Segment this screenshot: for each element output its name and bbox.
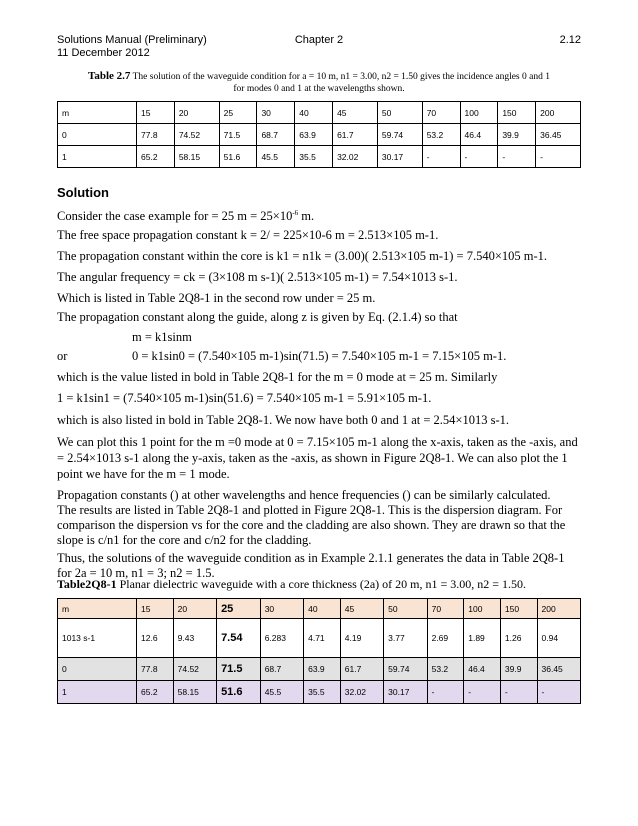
table2-cell: 150 bbox=[500, 599, 537, 619]
para-p13a: Propagation constants () at other wavelengths and hence frequencies () can be similarly calculated. bbox=[57, 488, 551, 502]
table2-cell: 30 bbox=[260, 599, 303, 619]
para-p14a: Thus, the solutions of the waveguide condition as in Example 2.1.1 generates the data in Table 2Q8-1 bbox=[57, 551, 565, 565]
table2-cell: - bbox=[500, 681, 537, 704]
para-p8: 0 = k1sin0 = (7.540×105 m-1)sin(71.5) = 7.540×105 m-1 = 7.15×105 m-1. bbox=[132, 349, 507, 363]
table2-cell: 40 bbox=[304, 599, 341, 619]
table2-cell: 65.2 bbox=[137, 681, 174, 704]
para-p1-exp: -6 bbox=[292, 209, 299, 217]
table1-row-2 bbox=[58, 146, 581, 168]
table2-cell: - bbox=[464, 681, 501, 704]
table1-cell: 45.5 bbox=[257, 146, 295, 168]
table2-cell: 2.69 bbox=[427, 619, 464, 658]
table2-cell: 7.54 bbox=[217, 619, 261, 658]
table2-cell: 45 bbox=[340, 599, 383, 619]
table2-cell: 35.5 bbox=[304, 681, 341, 704]
para-p9: which is the value listed in bold in Table 2Q8-1 for the m = 0 mode at = 25 m. Similarly bbox=[57, 370, 498, 384]
para-p7: m = k1sinm bbox=[132, 330, 192, 344]
table1-cell: 30.17 bbox=[377, 146, 422, 168]
table1-cell: 74.52 bbox=[174, 124, 219, 146]
table1-cell: 77.8 bbox=[137, 124, 175, 146]
table1-cell: 100 bbox=[460, 102, 498, 124]
table2-cell: 77.8 bbox=[137, 658, 174, 681]
table1-cell: m bbox=[58, 102, 137, 124]
table2-cell: 61.7 bbox=[340, 658, 383, 681]
table1-row-1 bbox=[58, 124, 581, 146]
table2-caption bbox=[57, 577, 526, 592]
table1-cell: 40 bbox=[295, 102, 333, 124]
table2-cell: 32.02 bbox=[340, 681, 383, 704]
table2-cell: 25 bbox=[217, 599, 261, 619]
table2-cell: 1.26 bbox=[500, 619, 537, 658]
table1-cell: 68.7 bbox=[257, 124, 295, 146]
table1-caption-line2: for modes 0 and 1 at the wavelengths shown. bbox=[233, 84, 405, 94]
table1-cell: 20 bbox=[174, 102, 219, 124]
table2-cell: 20 bbox=[173, 599, 216, 619]
table2-cell: 68.7 bbox=[260, 658, 303, 681]
table1-cell: 39.9 bbox=[498, 124, 536, 146]
para-p1-end: m. bbox=[298, 209, 315, 224]
table2-cell: m bbox=[58, 599, 137, 619]
table1-cell: 1 bbox=[58, 146, 137, 168]
para-p14b: for 2a = 10 m, n1 = 3; n2 = 1.5. bbox=[57, 566, 215, 580]
table1-cell: 46.4 bbox=[460, 124, 498, 146]
table2-cell: 50 bbox=[384, 599, 427, 619]
table1-cell: 71.5 bbox=[219, 124, 257, 146]
table2-body bbox=[58, 599, 581, 704]
table1-cell: 70 bbox=[422, 102, 460, 124]
table2-cell: 30.17 bbox=[384, 681, 427, 704]
table2-cell: 45.5 bbox=[260, 681, 303, 704]
para-p3: The propagation constant within the core is k1 = n1k = (3.00)( 2.513×105 m-1) = 7.540×105 m-1. bbox=[57, 249, 548, 263]
table1-cell: - bbox=[460, 146, 498, 168]
para-p12c: point we have for the m = 1 mode. bbox=[57, 467, 230, 481]
table1-cell: 200 bbox=[536, 102, 581, 124]
table2-row-3 bbox=[58, 681, 581, 704]
table2-cell: 0 bbox=[58, 658, 137, 681]
table2-cell: 74.52 bbox=[173, 658, 216, 681]
solution-heading: Solution bbox=[57, 185, 109, 200]
para-p11: which is also listed in bold in Table 2Q8-1. We now have both 0 and 1 at = 2.54×1013 s-1. bbox=[57, 413, 509, 427]
table1-cell: - bbox=[536, 146, 581, 168]
table2-cell: 100 bbox=[464, 599, 501, 619]
table2-row-1 bbox=[58, 619, 581, 658]
table1-cell: 59.74 bbox=[377, 124, 422, 146]
para-p1-text: Consider the case example for = 25 m = 25×10 bbox=[57, 209, 293, 224]
table1-cell: 32.02 bbox=[333, 146, 378, 168]
table1-cell: - bbox=[422, 146, 460, 168]
table1-cell: 15 bbox=[137, 102, 175, 124]
para-p13c: comparison the dispersion vs for the core and the cladding are also shown. They are drawn so that the bbox=[57, 518, 566, 532]
table1-cell: 30 bbox=[257, 102, 295, 124]
table2-row-0 bbox=[58, 599, 581, 619]
table2-cell: 63.9 bbox=[304, 658, 341, 681]
table2-cell: 71.5 bbox=[217, 658, 261, 681]
table2-caption-text: Planar dielectric waveguide with a core thickness (2a) of 20 m, n1 = 3.00, n2 = 1.50. bbox=[119, 577, 527, 591]
table2-row-2 bbox=[58, 658, 581, 681]
table2-cell: 59.74 bbox=[384, 658, 427, 681]
table1-cell: 50 bbox=[377, 102, 422, 124]
table1-caption bbox=[57, 70, 581, 95]
table2-cell: 6.283 bbox=[260, 619, 303, 658]
table2-cell: 200 bbox=[537, 599, 580, 619]
header-chapter: Chapter 2 bbox=[294, 34, 344, 46]
table2-cell: 3.77 bbox=[384, 619, 427, 658]
table2-cell: 58.15 bbox=[173, 681, 216, 704]
table2-cell: 51.6 bbox=[217, 681, 261, 704]
table2-cell: 1013 s-1 bbox=[58, 619, 137, 658]
table2-cell: 1 bbox=[58, 681, 137, 704]
para-p8-or: or bbox=[57, 349, 68, 363]
table2-cell: 4.19 bbox=[340, 619, 383, 658]
header-page-number: 2.12 bbox=[559, 34, 581, 46]
table1-cell: 150 bbox=[498, 102, 536, 124]
table2-cell: - bbox=[427, 681, 464, 704]
table2-cell: 9.43 bbox=[173, 619, 216, 658]
table1-cell: 45 bbox=[333, 102, 378, 124]
header-left: Solutions Manual (Preliminary) bbox=[57, 34, 207, 46]
table1-cell: 58.15 bbox=[174, 146, 219, 168]
table1-caption-text: The solution of the waveguide condition for a = 10 m, n1 = 3.00, n2 = 1.50 gives the incidence angles 0 and 1 bbox=[132, 72, 550, 82]
table1-cell: - bbox=[498, 146, 536, 168]
para-p1 bbox=[57, 206, 314, 224]
table1-cell: 65.2 bbox=[137, 146, 175, 168]
table1 bbox=[57, 101, 581, 168]
table2-cell: 70 bbox=[427, 599, 464, 619]
table1-cell: 0 bbox=[58, 124, 137, 146]
para-p6: The propagation constant along the guide, along z is given by Eq. (2.1.4) so that bbox=[57, 310, 458, 324]
page-header bbox=[57, 34, 581, 60]
table1-cell: 25 bbox=[219, 102, 257, 124]
para-p2: The free space propagation constant k = 2/ = 225×10-6 m = 2.513×105 m-1. bbox=[57, 228, 439, 242]
table2-cell: 46.4 bbox=[464, 658, 501, 681]
para-p10: 1 = k1sin1 = (7.540×105 m-1)sin(51.6) = 7.540×105 m-1 = 5.91×105 m-1. bbox=[57, 391, 432, 405]
table2-cell: - bbox=[537, 681, 580, 704]
table1-body bbox=[58, 102, 581, 168]
table1-cell: 35.5 bbox=[295, 146, 333, 168]
table1-cell: 63.9 bbox=[295, 124, 333, 146]
para-p12a: We can plot this 1 point for the m =0 mode at 0 = 7.15×105 m-1 along the x-axis, taken as the -axis, and bbox=[57, 435, 578, 449]
table1-caption-label: Table 2.7 bbox=[88, 70, 131, 82]
table2-cell: 36.45 bbox=[537, 658, 580, 681]
para-p13d: slope is c/n1 for the core and c/n2 for the cladding. bbox=[57, 533, 312, 547]
table1-row-0 bbox=[58, 102, 581, 124]
table2-caption-label: Table2Q8-1 bbox=[57, 577, 117, 591]
table2-cell: 53.2 bbox=[427, 658, 464, 681]
table2-cell: 0.94 bbox=[537, 619, 580, 658]
table1-cell: 53.2 bbox=[422, 124, 460, 146]
table2 bbox=[57, 598, 581, 704]
para-p12b: = 2.54×1013 s-1 along the y-axis, taken as the -axis, as shown in Figure 2Q8-1. We can also plot the 1 bbox=[57, 451, 568, 465]
table2-cell: 1.89 bbox=[464, 619, 501, 658]
table1-cell: 51.6 bbox=[219, 146, 257, 168]
table2-cell: 12.6 bbox=[137, 619, 174, 658]
table2-cell: 39.9 bbox=[500, 658, 537, 681]
table2-cell: 15 bbox=[137, 599, 174, 619]
table2-cell: 4.71 bbox=[304, 619, 341, 658]
para-p13b: The results are listed in Table 2Q8-1 and plotted in Figure 2Q8-1. This is the dispersion diagram. For bbox=[57, 503, 563, 517]
table1-cell: 36.45 bbox=[536, 124, 581, 146]
header-date: 11 December 2012 bbox=[57, 47, 150, 59]
para-p4: The angular frequency = ck = (3×108 m s-1)( 2.513×105 m-1) = 7.54×1013 s-1. bbox=[57, 270, 458, 284]
para-p5: Which is listed in Table 2Q8-1 in the second row under = 25 m. bbox=[57, 291, 376, 305]
table1-cell: 61.7 bbox=[333, 124, 378, 146]
